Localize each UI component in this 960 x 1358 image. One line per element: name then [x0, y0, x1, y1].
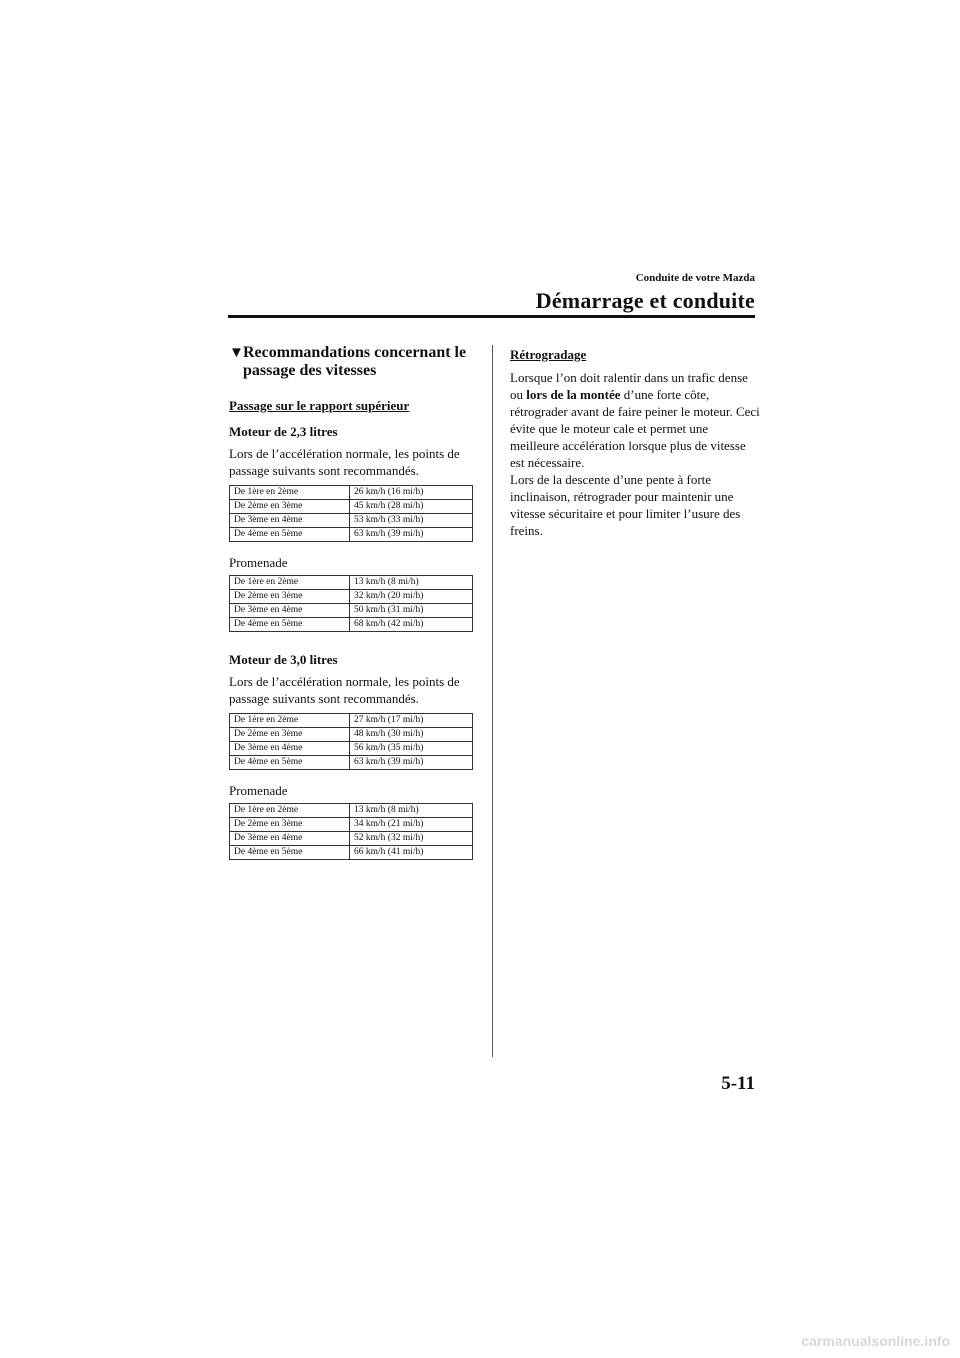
- gear-change-cell: De 3ème en 4ème: [230, 514, 350, 528]
- downshift-paragraph-1: Lorsque l’on doit ralentir dans un trafic dense ou lors de la montée d’une forte côte, rétrograder avant de faire peiner le moteur. Ceci évite que le moteur cale et permet une meilleure accélération lorsque plus de vitesse est nécessaire.: [510, 370, 760, 470]
- table-row: [230, 486, 473, 500]
- table-row: [230, 832, 473, 846]
- speed-cell: 45 km/h (28 mi/h): [350, 500, 473, 514]
- table-row: [230, 728, 473, 742]
- section-title: [229, 344, 473, 380]
- engine-30-cruise-label: Promenade: [229, 783, 288, 798]
- speed-cell: 13 km/h (8 mi/h): [350, 576, 473, 590]
- left-column: [229, 344, 473, 860]
- engine-23-normal-table: [229, 485, 473, 542]
- downshift-heading: Rétrogradage: [510, 347, 587, 362]
- gear-change-cell: De 1ère en 2ème: [230, 576, 350, 590]
- running-header-subtitle: Conduite de votre Mazda: [635, 272, 755, 284]
- engine-30-cruise-table: [229, 803, 473, 860]
- speed-cell: 26 km/h (16 mi/h): [350, 486, 473, 500]
- gear-change-cell: De 1ère en 2ème: [230, 804, 350, 818]
- gear-change-cell: De 4ème en 5ème: [230, 528, 350, 542]
- table-row: [230, 604, 473, 618]
- gear-change-cell: De 3ème en 4ème: [230, 832, 350, 846]
- gear-change-cell: De 2ème en 3ème: [230, 818, 350, 832]
- table-row: [230, 818, 473, 832]
- table-row: [230, 618, 473, 632]
- column-divider: [492, 345, 493, 1057]
- downshift-paragraph-2: Lors de la descente d’une pente à forte inclinaison, rétrograder pour maintenir une vitesse sécuritaire et pour limiter l’usure des freins.: [510, 472, 741, 538]
- gear-change-cell: De 3ème en 4ème: [230, 742, 350, 756]
- gear-change-cell: De 2ème en 3ème: [230, 728, 350, 742]
- gear-change-cell: De 1ère en 2ème: [230, 714, 350, 728]
- engine-23-cruise-table: [229, 575, 473, 632]
- table-row: [230, 500, 473, 514]
- speed-cell: 34 km/h (21 mi/h): [350, 818, 473, 832]
- speed-cell: 66 km/h (41 mi/h): [350, 846, 473, 860]
- engine-30-normal-table: [229, 713, 473, 770]
- table-row: [230, 714, 473, 728]
- gear-change-cell: De 1ère en 2ème: [230, 486, 350, 500]
- gear-change-cell: De 4ème en 5ème: [230, 618, 350, 632]
- table-row: [230, 846, 473, 860]
- speed-cell: 68 km/h (42 mi/h): [350, 618, 473, 632]
- table-row: [230, 590, 473, 604]
- right-column: [510, 347, 760, 539]
- speed-cell: 48 km/h (30 mi/h): [350, 728, 473, 742]
- engine-23-intro: Lors de l’accélération normale, les points de passage suivants sont recommandés.: [229, 446, 460, 478]
- gear-change-cell: De 3ème en 4ème: [230, 604, 350, 618]
- table-row: [230, 756, 473, 770]
- gear-change-cell: De 4ème en 5ème: [230, 756, 350, 770]
- speed-cell: 53 km/h (33 mi/h): [350, 514, 473, 528]
- watermark: carmanualsonline.info: [801, 1333, 950, 1349]
- table-row: [230, 514, 473, 528]
- speed-cell: 63 km/h (39 mi/h): [350, 528, 473, 542]
- downshift-bold-phrase: lors de la montée: [526, 387, 621, 402]
- engine-23-heading: Moteur de 2,3 litres: [229, 424, 338, 439]
- header-rule: [228, 315, 755, 318]
- table-row: [230, 742, 473, 756]
- table-row: [230, 576, 473, 590]
- speed-cell: 27 km/h (17 mi/h): [350, 714, 473, 728]
- section-title-text: Recommandations concernant le passage des vitesses: [243, 344, 467, 379]
- speed-cell: 50 km/h (31 mi/h): [350, 604, 473, 618]
- gear-change-cell: De 2ème en 3ème: [230, 500, 350, 514]
- gear-change-cell: De 2ème en 3ème: [230, 590, 350, 604]
- table-row: [230, 804, 473, 818]
- gear-change-cell: De 4ème en 5ème: [230, 846, 350, 860]
- speed-cell: 52 km/h (32 mi/h): [350, 832, 473, 846]
- engine-30-heading: Moteur de 3,0 litres: [229, 652, 338, 667]
- speed-cell: 63 km/h (39 mi/h): [350, 756, 473, 770]
- speed-cell: 32 km/h (20 mi/h): [350, 590, 473, 604]
- speed-cell: 56 km/h (35 mi/h): [350, 742, 473, 756]
- engine-23-cruise-label: Promenade: [229, 555, 288, 570]
- down-triangle-icon: ▼: [229, 345, 244, 361]
- engine-30-intro: Lors de l’accélération normale, les points de passage suivants sont recommandés.: [229, 674, 460, 706]
- upshift-heading: Passage sur le rapport supérieur: [229, 398, 410, 413]
- table-row: [230, 528, 473, 542]
- page-number: 5-11: [721, 1073, 755, 1094]
- speed-cell: 13 km/h (8 mi/h): [350, 804, 473, 818]
- running-header-title: Démarrage et conduite: [535, 288, 755, 313]
